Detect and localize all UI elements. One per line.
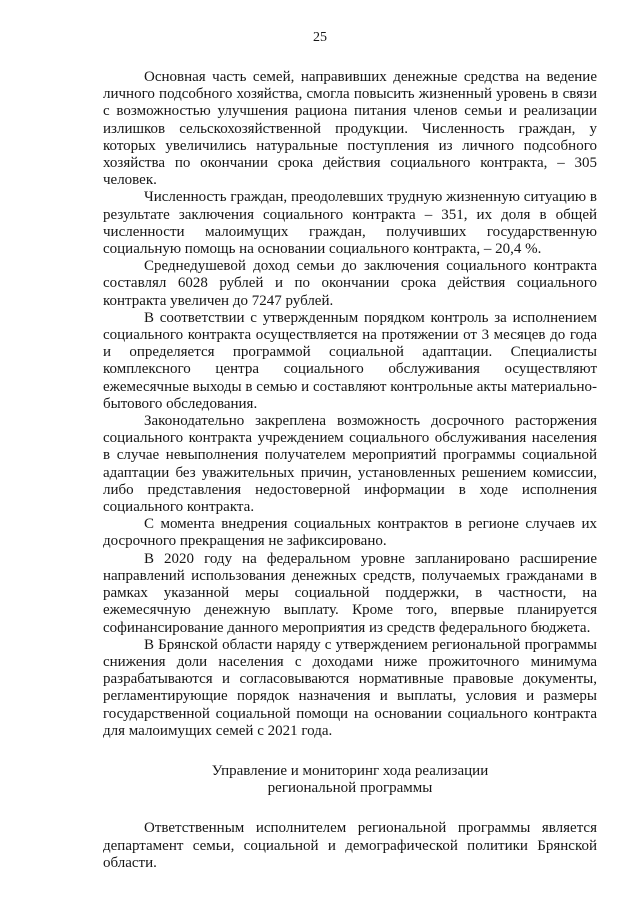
page-number: 25 [313, 30, 327, 45]
paragraph: С момента внедрения социальных контрактов в регионе случаев их досрочного прекращения не зафиксировано. [103, 516, 597, 550]
paragraph: В Брянской области наряду с утверждением региональной программы снижения доли населения с доходами ниже прожиточного минимума разрабатываются и согласовываются нормативные правовые документы, регламентирующие порядок назначения и выплаты, условия и размеры государственной социальной помощи на основании социального контракта для малоимущих семей с 2021 года. [103, 636, 597, 739]
section-heading [103, 763, 597, 797]
section-heading-line-1: Управление и мониторинг хода реализации [211, 762, 489, 779]
section-heading-line-2: региональной программы [267, 780, 433, 797]
paragraph: Численность граждан, преодолевших трудную жизненную ситуацию в результате заключения социального контракта – 351, их доля в общей численности малоимущих граждан, получивших государственную социальную помощь на основании социального контракта, – 20,4 %. [103, 189, 597, 258]
paragraph: Основная часть семей, направивших денежные средства на ведение личного подсобного хозяйства, смогла повысить жизненный уровень в связи с возможностью улучшения рациона питания членов семьи и реализации излишков сельскохозяйственной продукции. Численность граждан, у которых увеличились натуральные поступления из личного подсобного хозяйства по окончании срока действия социального контракта, – 305 человек. [103, 69, 597, 189]
paragraph: В соответствии с утвержденным порядком контроль за исполнением социального контракта осуществляется на протяжении от 3 месяцев до года и определяется программой социальной адаптации. Специалисты комплексного центра социального обслуживания осуществляют ежемесячные выходы в семью и составляют контрольные акты материально-бытового обследования. [103, 309, 597, 412]
paragraph: Законодательно закреплена возможность досрочного расторжения социального контракта учреждением социального обслуживания населения в случае невыполнения получателем мероприятий программы социальной адаптации без уважительных причин, установленных решением комиссии, либо представления недостоверной информации в ходе исполнения социального контракта. [103, 413, 597, 516]
closing-paragraph: Ответственным исполнителем региональной программы является департамент семьи, социальной и демографической политики Брянской области. [103, 820, 597, 871]
paragraph: В 2020 году на федеральном уровне запланировано расширение направлений использования денежных средств, получаемых гражданами в рамках указанной меры социальной поддержки, в частности, на ежемесячную денежную выплату. Кроме того, впервые планируется софинансирование данного мероприятия из средств федерального бюджета. [103, 550, 597, 636]
document-body [103, 69, 597, 872]
paragraph: Среднедушевой доход семьи до заключения социального контракта составлял 6028 рублей и по окончании срока действия социального контракта увеличен до 7247 рублей. [103, 258, 597, 309]
